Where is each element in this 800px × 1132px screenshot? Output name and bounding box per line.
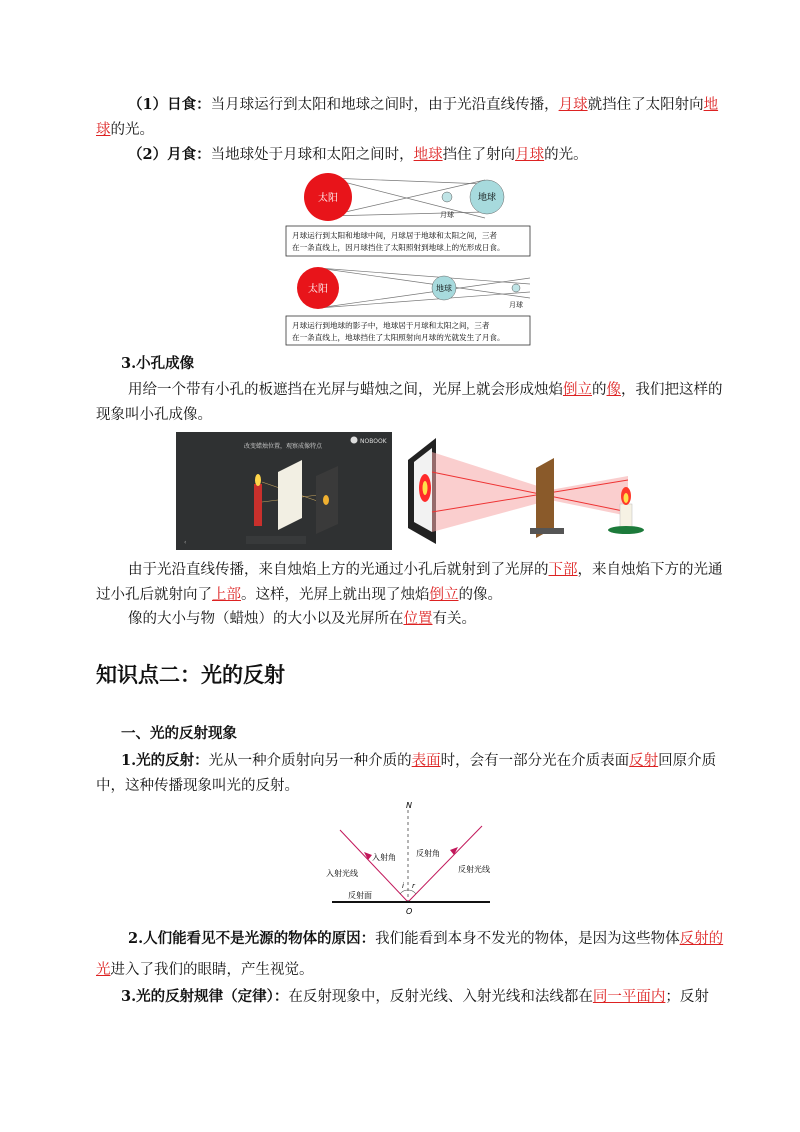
text: 回原介质 [658, 753, 717, 769]
solar-eclipse-label: （1）日食： [128, 96, 211, 113]
text: 进入了我们的眼睛，产生视觉。 [110, 962, 314, 978]
text: 挡住了射向 [442, 147, 516, 163]
logo-icon [351, 437, 358, 444]
lunar-eclipse-label: （2）月食： [128, 146, 211, 163]
sun-label: 太阳 [308, 284, 328, 295]
answer-blank: 球 [96, 122, 111, 138]
answer-blank: 上部 [212, 587, 241, 603]
see-objects-label: 2.人们能看见不是光源的物体的原因： [128, 930, 376, 947]
lunar-caption-2: 在一条直线上，地球挡住了太阳照射向月球的光就发生了月食。 [292, 333, 505, 342]
answer-blank: 月球 [558, 97, 588, 113]
point-o-label: O [406, 907, 413, 916]
see-objects-line-1 [128, 929, 723, 949]
moon-icon [442, 192, 452, 202]
reflection-definition-line-1 [121, 751, 716, 771]
arrow-icon [450, 847, 458, 855]
moon-icon [512, 284, 520, 292]
text: 在反射现象中，反射光线、入射光线和法线都在 [288, 989, 593, 1005]
reflected-ray-label: 反射光线 [458, 865, 490, 874]
incident-ray-label: 入射光线 [326, 869, 358, 878]
pinhole-simulation-image [176, 432, 392, 550]
text: 当月球运行到太阳和地球之间时，由于光沿直线传播， [210, 97, 559, 113]
text: ；反射 [665, 989, 709, 1005]
lunar-caption-1: 月球运行到地球的影子中，地球居于月球和太阳之间，三者 [292, 321, 490, 330]
answer-blank: 月球 [515, 147, 545, 163]
moon-label: 月球 [440, 211, 454, 219]
answer-blank: 下部 [548, 562, 578, 578]
answer-blank: 倒立 [563, 382, 592, 398]
reflection-definition-line-2: 中，这种传播现象叫光的反射。 [96, 778, 299, 794]
text: 由于光沿直线传播，来自烛焰上方的光通过小孔后就射到了光屏的 [128, 562, 549, 578]
lunar-eclipse-line [128, 145, 588, 165]
text: 时，会有一部分光在介质表面 [440, 753, 630, 769]
text: 我们能看到本身不发光的物体，是因为这些物体 [375, 931, 680, 947]
simulation-caption: 改变蜡烛位置，观察成像特点 [244, 443, 323, 450]
solar-eclipse-line-2 [96, 120, 154, 140]
answer-blank: 位置 [403, 611, 433, 627]
solar-caption-2: 在一条直线上，因月球挡住了太阳照射到地球上的光形成日食。 [292, 243, 505, 252]
sun-label: 太阳 [318, 193, 338, 204]
angle-r-label: r [412, 882, 415, 890]
answer-blank: 光 [96, 962, 111, 978]
subsection-heading: 一、光的反射现象 [121, 725, 237, 742]
section-title: 知识点二：光的反射 [96, 662, 285, 687]
pinhole-para-1-line-1 [128, 380, 723, 400]
text: 的光。 [110, 122, 154, 138]
pinhole-para-3 [128, 609, 476, 629]
earth-label: 地球 [436, 284, 452, 293]
text: 就挡住了太阳射向 [587, 97, 704, 113]
solar-caption-1: 月球运行到太阳和地球中间，月球居于地球和太阳之间，三者 [292, 231, 498, 240]
reflection-diagram [320, 798, 490, 918]
answer-blank: 反射的 [679, 931, 724, 947]
angle-i-label: i [402, 882, 404, 890]
pinhole-heading: 3.小孔成像 [121, 355, 195, 372]
solar-eclipse-figure [286, 173, 530, 256]
see-objects-line-2 [96, 960, 314, 980]
text: 。这样，光屏上就出现了烛焰 [241, 587, 430, 603]
solar-eclipse-line-1 [128, 95, 718, 115]
pinhole-para-2-line-2 [96, 585, 502, 605]
earth-label: 地球 [477, 193, 497, 203]
reflection-law-line [121, 987, 709, 1007]
surface-label: 反射面 [348, 891, 372, 900]
lunar-eclipse-figure [286, 267, 530, 345]
normal-label: N [406, 801, 412, 810]
law-label: 3.光的反射规律（定律）： [121, 988, 289, 1005]
text: 的 [592, 382, 607, 398]
eclipse-diagram [280, 170, 538, 348]
answer-blank: 地球 [413, 147, 443, 163]
text: ，来自烛焰下方的光通 [577, 562, 723, 578]
pinhole-para-2-line-1 [128, 560, 723, 580]
reflect-angle-label: 反射角 [416, 849, 440, 858]
answer-blank: 倒立 [429, 587, 459, 603]
text: 像的大小与物（蜡烛）的大小以及光屏所在 [128, 611, 404, 627]
answer-blank: 地 [703, 97, 719, 113]
text: 光从一种介质射向另一种介质的 [208, 753, 412, 769]
definition-label: 1.光的反射： [121, 752, 209, 769]
text: 过小孔后就射向了 [96, 587, 212, 603]
answer-blank: 像 [606, 382, 621, 398]
svg-text:‹: ‹ [184, 539, 187, 546]
pinhole-para-1-line-2: 现象叫小孔成像。 [96, 407, 212, 423]
incident-angle-label: 入射角 [372, 853, 396, 862]
answer-blank: 反射 [629, 753, 659, 769]
answer-blank: 表面 [411, 753, 441, 769]
answer-blank: 同一平面内 [592, 989, 666, 1005]
text: 的像。 [458, 587, 502, 603]
moon-label: 月球 [509, 301, 523, 309]
text: 有关。 [432, 611, 476, 627]
text: ，我们把这样的 [621, 382, 723, 398]
reflected-ray [408, 826, 482, 902]
text: 用给一个带有小孔的板遮挡在光屏与蜡烛之间，光屏上就会形成烛焰 [128, 382, 563, 398]
text: 的光。 [544, 147, 588, 163]
simulation-logo: NOBOOK [360, 438, 387, 445]
pinhole-photo-image [400, 432, 650, 550]
text: 当地球处于月球和太阳之间时， [210, 147, 414, 163]
